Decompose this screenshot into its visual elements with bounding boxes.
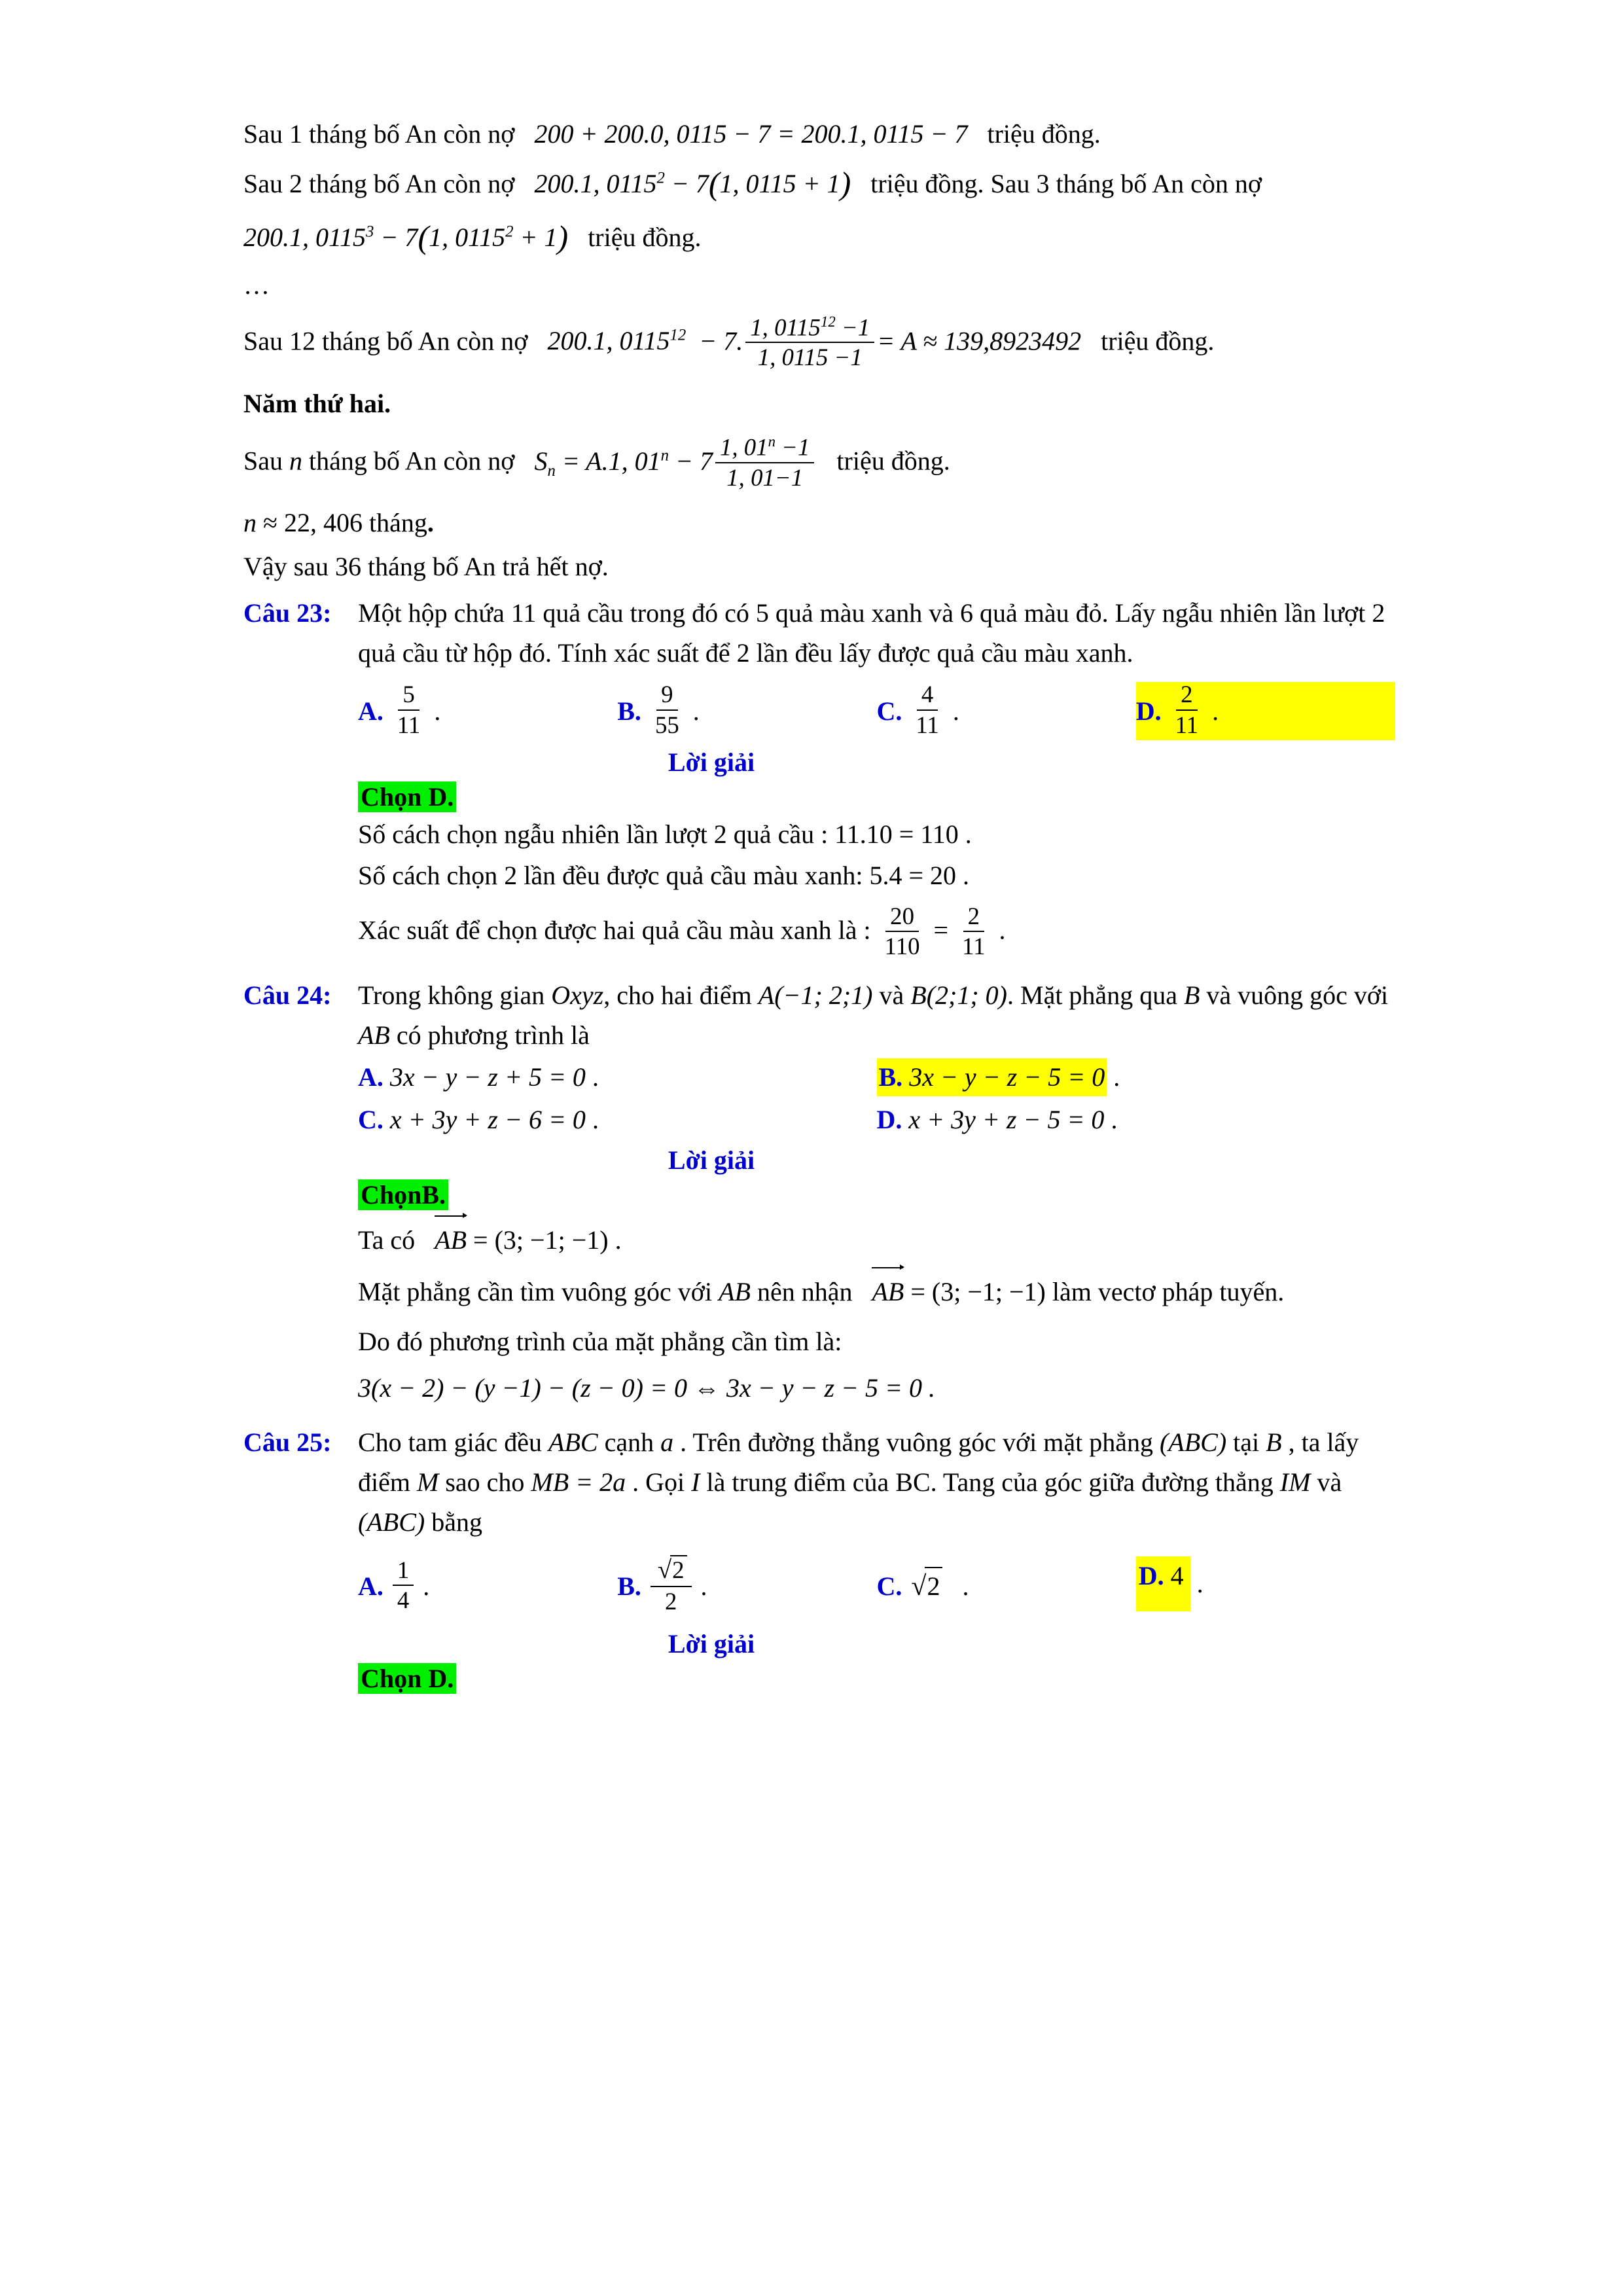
option-24-b-tag: B.: [878, 1062, 903, 1092]
question-24-solution-heading: Lời giải: [668, 1145, 755, 1175]
question-23: [243, 594, 1395, 673]
q25-stem-a2: a: [660, 1427, 674, 1457]
intro-line-5-fraction: [715, 433, 814, 492]
option-23-d-dot: .: [1212, 696, 1219, 726]
intro-line-5-pre: Sau n tháng bố An còn nợ: [243, 446, 515, 476]
option-24-c-dot: .: [592, 1104, 599, 1134]
question-23-label: Câu 23:: [243, 598, 332, 628]
intro-line-5-frac-num: 1, $01^n -1$: [715, 433, 814, 463]
q24-stem-a: Trong không gian: [358, 980, 545, 1011]
option-24-a-text: 3x − y − z + 5 = 0: [389, 1062, 586, 1092]
q23-frac1-num: 20: [885, 903, 919, 932]
option-23-d-value: [1171, 681, 1203, 739]
q25-stem-i2: và: [1317, 1467, 1342, 1497]
intro-line-2: [243, 158, 1395, 208]
q24-vector-ab-1: AB: [435, 1219, 467, 1261]
option-23-c-num: 4: [917, 681, 938, 710]
intro-line-2-mid: triệu đồng. Sau 3 tháng bố An còn nợ: [870, 168, 1262, 198]
q25-stem-i: I: [691, 1467, 700, 1497]
q24-sol2-mid: nên nhận: [757, 1276, 853, 1306]
option-24-d-text: x + 3y + z − 5 = 0: [908, 1104, 1105, 1134]
q25-stem-j: bằng: [431, 1507, 482, 1537]
question-24-options-row-2: [358, 1102, 1395, 1138]
option-25-d-dot: .: [1196, 1569, 1204, 1599]
question-25-options: [358, 1556, 1395, 1617]
q25-stem-d: tại: [1233, 1427, 1260, 1457]
question-23-sol-final-pre: Xác suất để chọn được hai quả cầu màu xanh là :: [358, 915, 871, 945]
intro-line-5-frac-den: 1, 01−1: [726, 463, 804, 491]
option-25-b-num: √2: [651, 1555, 692, 1587]
option-23-a-value: [393, 681, 425, 739]
question-23-sol-frac-2: [957, 903, 990, 961]
option-25-a-dot: .: [423, 1571, 430, 1602]
option-23-b-den: 55: [654, 711, 679, 738]
option-24-d-dot: .: [1111, 1104, 1118, 1134]
q24-sol2-ab: AB: [719, 1276, 751, 1306]
intro-line-1-post: triệu đồng.: [987, 119, 1101, 149]
intro-line-4: [243, 315, 1395, 373]
option-25-a-num: 1: [393, 1556, 414, 1586]
intro-ellipsis: …: [243, 270, 274, 300]
page-content: [243, 115, 1395, 1696]
option-24-b-text: 3x − y − z − 5 = 0: [909, 1062, 1105, 1092]
intro-line-4-frac-num: 1, $0115^{12} -1$: [745, 314, 874, 344]
option-25-b-tag: B.: [617, 1571, 641, 1602]
option-23-c-value: [911, 681, 943, 739]
option-25-b-radicand: 2: [670, 1555, 687, 1584]
q25-stem-a: Cho tam giác đều: [358, 1427, 543, 1457]
q25-stem-plane2: (ABC): [358, 1507, 425, 1537]
option-23-a[interactable]: [358, 682, 617, 740]
question-25-solution-heading: Lời giải: [668, 1629, 755, 1659]
option-25-c-dot: .: [962, 1571, 969, 1602]
q24-sol2-post: = (3; −1; −1) làm vectơ pháp tuyến.: [910, 1276, 1285, 1306]
intro-line-4-math-a: 200.1, 0115$^{12}$: [547, 326, 687, 356]
option-25-b-den: 2: [665, 1587, 677, 1615]
intro-line-4-frac-den: 1, 0115 −1: [757, 344, 863, 371]
question-24-chosen: ChọnB.: [358, 1179, 448, 1210]
q24-stem-ab: AB: [358, 1020, 390, 1050]
q25-stem-f: sao cho: [445, 1467, 525, 1497]
intro-line-4-fraction: [745, 314, 874, 372]
q24-stem-d: . Mặt phẳng qua: [1007, 980, 1177, 1011]
question-23-sol-frac-1: [880, 903, 925, 961]
q24-sol1-post: = (3; −1; −1) .: [473, 1225, 622, 1255]
option-23-d-tag: D.: [1135, 696, 1162, 726]
question-25-label: Câu 25:: [243, 1427, 332, 1457]
option-25-a-tag: A.: [358, 1571, 383, 1602]
q24-stem-b: , cho hai điểm: [603, 980, 752, 1011]
option-23-d[interactable]: [1136, 682, 1395, 740]
option-25-c-radicand: 2: [925, 1567, 942, 1605]
intro-line-3-math: 200.1, $0115^3 - 7(1$, $0115^2 + 1$): [243, 218, 569, 255]
option-23-c-tag: C.: [876, 696, 902, 726]
option-23-c-den: 11: [916, 711, 939, 738]
option-24-b[interactable]: [877, 1058, 1396, 1096]
q24-stem-e: và vuông góc với: [1206, 980, 1389, 1011]
option-25-d-tag: D.: [1138, 1561, 1164, 1591]
q25-stem-im: IM: [1279, 1467, 1311, 1497]
q25-stem-bpoint: B: [1266, 1427, 1282, 1457]
question-24-sol-line-1: [358, 1219, 1395, 1261]
q24-vector-ab-2: AB: [872, 1271, 904, 1312]
q23-final-dot: .: [999, 915, 1006, 945]
heading-year-two: Năm thứ hai.: [243, 389, 391, 419]
intro-line-2-math: 200.1, $0115^2 - 7(1$, 0115 + 1): [534, 164, 851, 202]
question-25-chosen: Chọn D.: [358, 1663, 456, 1694]
question-24-sol-line-2: [358, 1271, 1395, 1312]
q25-stem-m: M: [416, 1467, 439, 1497]
option-25-d[interactable]: [1136, 1556, 1395, 1611]
question-24-stem: [358, 976, 1395, 1056]
question-24-sol-line-4: [358, 1369, 1395, 1408]
intro-line-4-post: triệu đồng.: [1101, 326, 1215, 356]
q24-stem-c: và: [879, 980, 904, 1011]
intro-line-5-math-a: $S_n = A.1$, $01^n - 7$: [534, 446, 713, 480]
option-25-a[interactable]: [358, 1556, 617, 1617]
option-24-a-dot: .: [592, 1062, 599, 1092]
question-23-sol-line-1: Số cách chọn ngẫu nhiên lần lượt 2 quả cầu : 11.10 = 110 .: [358, 819, 972, 849]
option-23-a-num: 5: [398, 681, 419, 710]
option-23-d-den: 11: [1175, 711, 1199, 738]
question-24-chosen-wrap: [358, 1179, 1395, 1210]
option-24-b-dot: .: [1113, 1062, 1120, 1092]
intro-line-4-math-b: − 7.: [692, 326, 743, 356]
option-23-b-value: [651, 681, 684, 739]
q25-stem-g: . Gọi: [632, 1467, 685, 1497]
intro-line-2-pre: Sau 2 tháng bố An còn nợ: [243, 168, 515, 198]
question-24-label: Câu 24:: [243, 980, 332, 1011]
q25-stem-e: , ta lấy điểm: [358, 1427, 1359, 1497]
option-23-c[interactable]: [877, 682, 1136, 740]
question-23-chosen-wrap: [358, 781, 1395, 812]
q24-stem-bpoint: B: [1183, 980, 1200, 1011]
q24-sol2-pre: Mặt phẳng cần tìm vuông góc với: [358, 1276, 713, 1306]
option-25-c-tag: C.: [876, 1571, 902, 1602]
question-23-chosen: Chọn D.: [358, 781, 456, 812]
q24-point-b: B(2;1; 0): [910, 980, 1007, 1011]
intro-line-6: n ≈ 22, 406 tháng.: [243, 508, 434, 538]
option-25-a-value: [393, 1556, 414, 1615]
intro-line-1: [243, 115, 1395, 154]
intro-line-4-pre: Sau 12 tháng bố An còn nợ: [243, 326, 528, 356]
q25-stem-h: là trung điểm của BC. Tang của góc giữa đường thẳng: [706, 1467, 1274, 1497]
question-24-options-row-1: [358, 1058, 1395, 1096]
question-23-sol-final: [358, 904, 1395, 962]
intro-line-3-post: triệu đồng.: [588, 222, 702, 252]
option-25-a-den: 4: [397, 1587, 410, 1614]
q23-frac2-num: 2: [963, 903, 984, 932]
question-23-options: [358, 682, 1395, 740]
option-25-c-value: √2: [908, 1567, 942, 1606]
q24-point-a: A(−1; 2;1): [758, 980, 873, 1011]
question-23-stem: Một hộp chứa 11 quả cầu trong đó có 5 quả màu xanh và 6 quả màu đỏ. Lấy ngẫu nhiên lần lượt 2 quả cầu từ hộp đó. Tính xác suất để 2 lần đều lấy được quả cầu màu xanh.: [358, 598, 1385, 668]
option-24-c[interactable]: [358, 1102, 877, 1138]
option-23-c-dot: .: [952, 696, 959, 726]
intro-line-1-math: 200 + 200.0, 0115 − 7 = 200.1, 0115 − 7: [534, 119, 968, 149]
q23-eq: =: [933, 915, 949, 945]
intro-line-1-pre: Sau 1 tháng bố An còn nợ: [243, 119, 515, 149]
option-25-b-dot: .: [700, 1571, 707, 1602]
option-24-a-tag: A.: [358, 1062, 383, 1092]
q23-frac1-den: 110: [884, 932, 920, 960]
intro-line-3: [243, 212, 1395, 262]
option-23-b-num: 9: [656, 681, 677, 710]
q24-stem-oxyz: Oxyz: [551, 980, 604, 1011]
question-24-sol-line-3: Do đó phương trình của mặt phẳng cần tìm là:: [358, 1327, 842, 1357]
option-23-b-dot: .: [692, 696, 700, 726]
question-24: [243, 976, 1395, 1056]
option-25-c[interactable]: [877, 1556, 1136, 1617]
question-23-solution-heading: Lời giải: [668, 747, 755, 777]
q25-stem-b: cạnh: [604, 1427, 654, 1457]
option-23-b[interactable]: [617, 682, 876, 740]
q24-sol1-pre: Ta có: [358, 1225, 416, 1255]
intro-line-5-post: triệu đồng.: [836, 446, 950, 476]
option-23-d-num: 2: [1176, 681, 1197, 710]
option-24-a[interactable]: [358, 1058, 877, 1096]
intro-line-7: Vậy sau 36 tháng bố An trả hết nợ.: [243, 551, 609, 581]
option-25-d-text: 4: [1170, 1561, 1184, 1591]
intro-line-4-math-c: = A ≈ 139,8923492: [877, 326, 1082, 356]
option-23-b-tag: B.: [617, 696, 641, 726]
question-25: [243, 1423, 1395, 1542]
option-25-b[interactable]: [617, 1556, 876, 1617]
q24-stem-f: có phương trình là: [396, 1020, 590, 1050]
option-25-b-value: [651, 1555, 692, 1615]
question-25-chosen-wrap: [358, 1663, 1395, 1694]
q25-stem-plane: (ABC): [1159, 1427, 1227, 1457]
q25-stem-mb: MB = 2a: [531, 1467, 626, 1497]
option-24-c-tag: C.: [358, 1104, 383, 1134]
intro-line-5: [243, 435, 1395, 493]
q25-stem-abc: ABC: [548, 1427, 598, 1457]
option-24-d-tag: D.: [876, 1104, 902, 1134]
q23-frac2-den: 11: [962, 932, 986, 960]
option-24-d[interactable]: [877, 1102, 1396, 1138]
option-23-a-den: 11: [397, 711, 421, 738]
q25-stem-c: . Trên đường thẳng vuông góc với mặt phẳng: [680, 1427, 1153, 1457]
option-23-a-dot: .: [434, 696, 441, 726]
question-23-sol-line-2: Số cách chọn 2 lần đều được quả cầu màu xanh: 5.4 = 20 .: [358, 860, 970, 890]
option-24-c-text: x + 3y + z − 6 = 0: [389, 1104, 586, 1134]
option-23-a-tag: A.: [358, 696, 383, 726]
q24-sol4-math: 3(x − 2) − (y −1) − (z − 0) = 0 ⇔ 3x − y − z − 5 = 0 .: [358, 1373, 935, 1403]
question-25-stem: [358, 1423, 1395, 1542]
